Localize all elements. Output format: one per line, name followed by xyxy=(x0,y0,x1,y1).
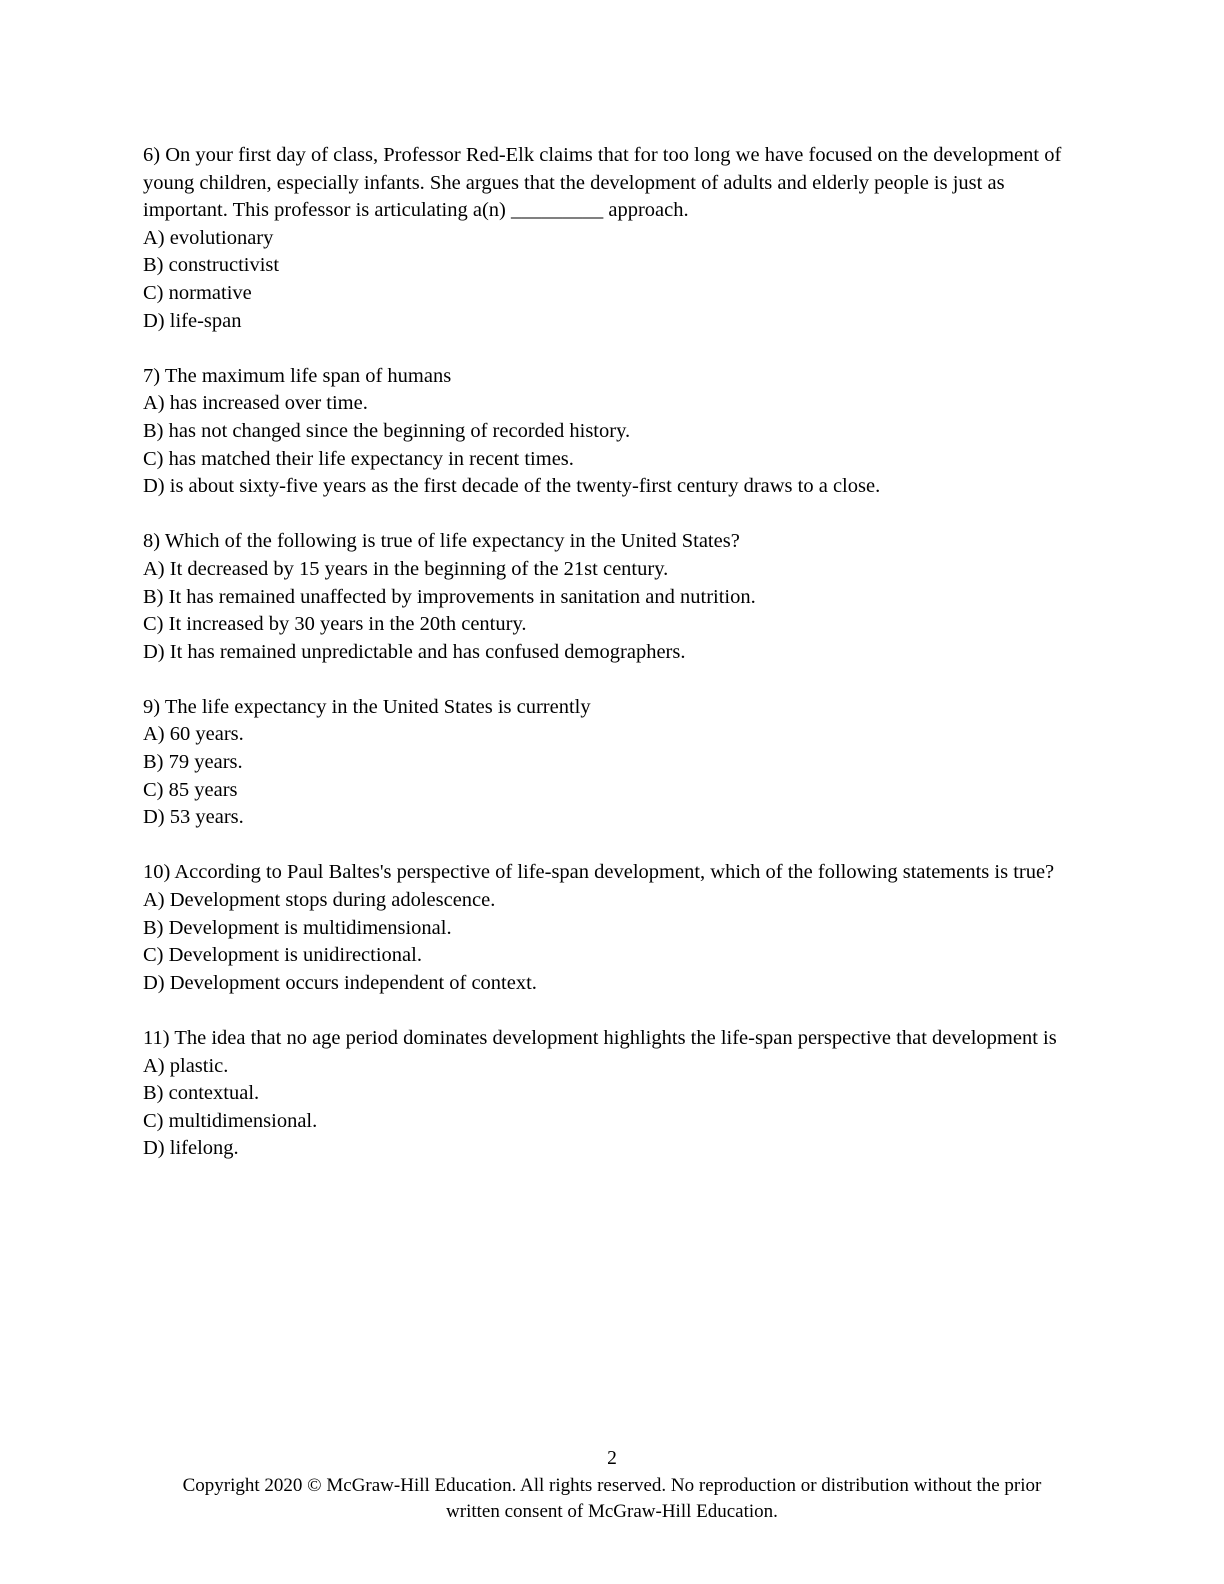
answer-option: C) It increased by 30 years in the 20th century. xyxy=(143,613,527,636)
answer-option: C) normative xyxy=(143,281,252,304)
answer-option: A) plastic. xyxy=(143,1054,229,1077)
question-stem: 9) The life expectancy in the United States is currently xyxy=(143,695,591,718)
answer-option: D) 53 years. xyxy=(143,806,244,829)
answer-option: A) 60 years. xyxy=(143,723,244,746)
answer-option: C) Development is unidirectional. xyxy=(143,944,422,967)
question-stem: 10) According to Paul Baltes's perspective of life-span development, which of the following statements is true? xyxy=(143,861,1055,884)
answer-option: C) 85 years xyxy=(143,778,238,801)
questions-container xyxy=(143,142,1091,1191)
answer-option: D) Development occurs independent of context. xyxy=(143,971,537,994)
question-8 xyxy=(143,528,1091,666)
question-stem: 7) The maximum life span of humans xyxy=(143,364,452,387)
question-11 xyxy=(143,1025,1091,1163)
question-9 xyxy=(143,694,1091,832)
question-stem: 11) The idea that no age period dominates development highlights the life-span perspective that development is xyxy=(143,1027,1057,1049)
answer-option: D) It has remained unpredictable and has confused demographers. xyxy=(143,640,686,663)
answer-option: B) It has remained unaffected by improvements in sanitation and nutrition. xyxy=(143,585,756,608)
copyright-line-1: Copyright 2020 © McGraw-Hill Education. All rights reserved. No reproduction or distribution without the prior xyxy=(182,1474,1042,1496)
answer-option: B) 79 years. xyxy=(143,751,243,774)
answer-option: B) constructivist xyxy=(143,254,280,277)
page-footer xyxy=(0,1446,1224,1526)
answer-option: D) is about sixty-five years as the first decade of the twenty-first century draws to a close. xyxy=(143,475,881,498)
answer-option: C) multidimensional. xyxy=(143,1109,318,1132)
answer-option: A) It decreased by 15 years in the beginning of the 21st century. xyxy=(143,557,669,580)
answer-option: B) Development is multidimensional. xyxy=(143,916,452,939)
answer-option: A) has increased over time. xyxy=(143,392,368,415)
answer-option: B) has not changed since the beginning of recorded history. xyxy=(143,419,631,442)
answer-option: A) evolutionary xyxy=(143,226,274,249)
question-6 xyxy=(143,142,1091,335)
answer-option: A) Development stops during adolescence. xyxy=(143,889,496,912)
question-10 xyxy=(143,859,1091,997)
question-stem: 6) On your first day of class, Professor Red-Elk claims that for too long we have focused on the development of young children, especially infants. She argues that the development of adults and elderly people is just as important. This professor is articulating a(n) _________ approach. xyxy=(143,144,1062,222)
answer-option: C) has matched their life expectancy in recent times. xyxy=(143,447,574,470)
answer-option: D) lifelong. xyxy=(143,1137,239,1160)
answer-option: D) life-span xyxy=(143,309,242,332)
question-stem: 8) Which of the following is true of life expectancy in the United States? xyxy=(143,530,740,553)
answer-option: B) contextual. xyxy=(143,1082,260,1105)
page-number: 2 xyxy=(607,1448,617,1469)
question-7 xyxy=(143,363,1091,501)
copyright-line-2: written consent of McGraw-Hill Education. xyxy=(446,1501,778,1522)
